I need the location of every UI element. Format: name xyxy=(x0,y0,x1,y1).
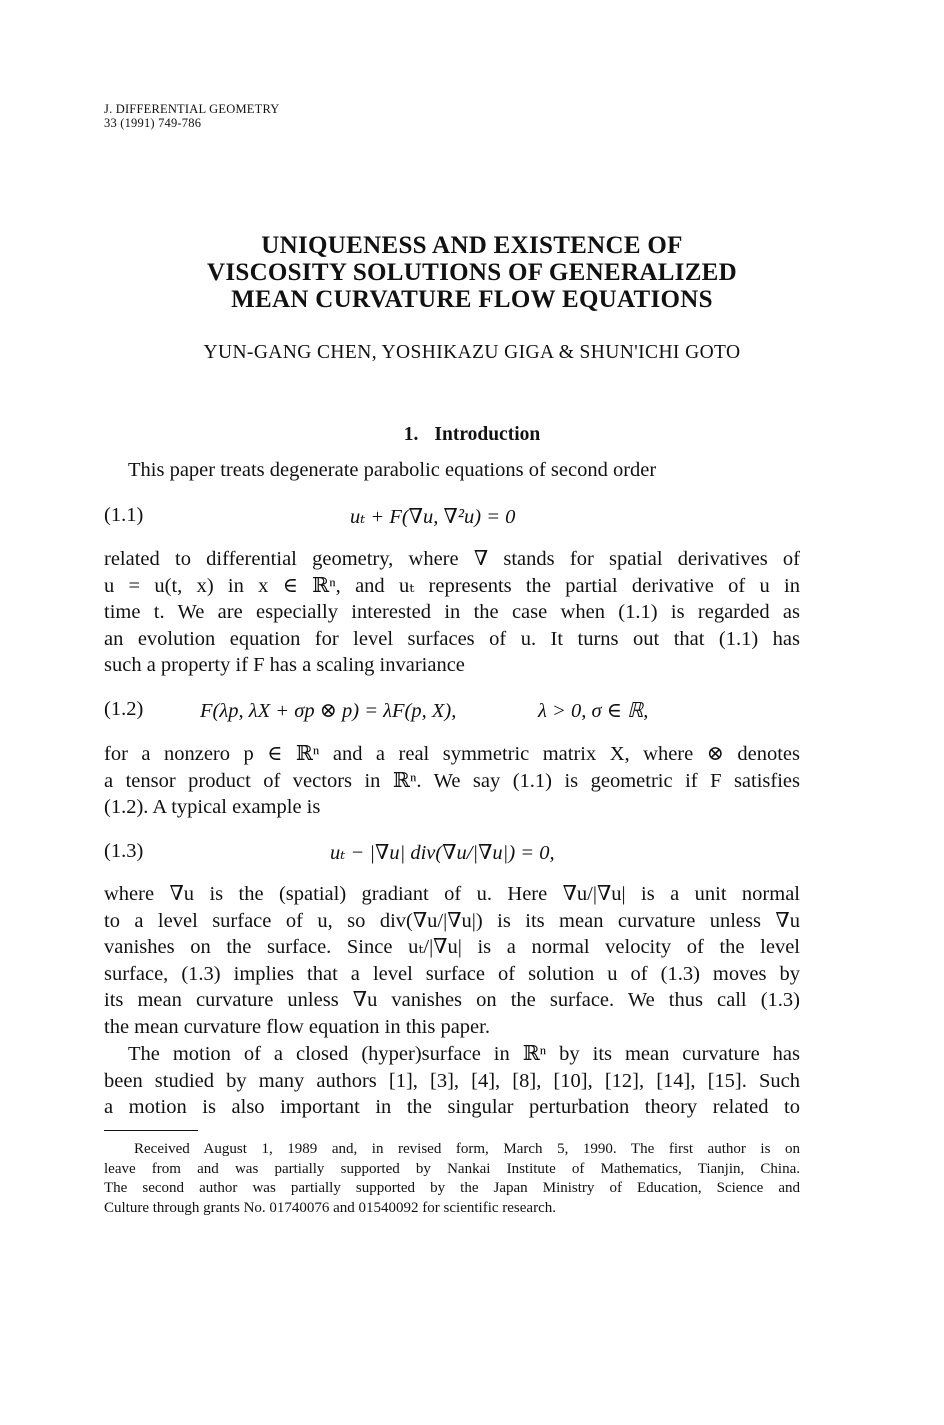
text-line: This paper treats degenerate parabolic equations of second order xyxy=(128,459,657,481)
text-line: for a nonzero p ∈ ℝⁿ and a real symmetric matrix X, where ⊗ denotes xyxy=(104,743,800,765)
text-line: an evolution equation for level surfaces of u. It turns out that (1.1) has xyxy=(104,627,800,650)
text-line: vanishes on the surface. Since uₜ/|∇u| is a normal velocity of the level xyxy=(104,936,800,958)
footnote-line: The second author was partially supported by the Japan Ministry of Education, Science and xyxy=(104,1180,800,1196)
footnote-line: Received August 1, 1989 and, in revised form, March 5, 1990. The first author is on xyxy=(134,1141,800,1157)
text-line: u = u(t, x) in x ∈ ℝⁿ, and uₜ represents the partial derivative of u in xyxy=(104,574,800,597)
text-line: a motion is also important in the singular perturbation theory related to xyxy=(104,1096,800,1118)
section-number: 1. xyxy=(403,424,419,445)
footnote xyxy=(104,1140,800,1218)
paragraph xyxy=(104,741,800,821)
paragraph xyxy=(104,881,800,1040)
title-line: UNIQUENESS AND EXISTENCE OF xyxy=(261,232,683,259)
text-line: time t. We are especially interested in the case when (1.1) is regarded as xyxy=(104,601,800,623)
text-line: to a level surface of u, so div(∇u/|∇u|) is its mean curvature unless ∇u xyxy=(104,909,800,932)
footnote-line: Culture through grants No. 01740076 and 01540092 for scientific research. xyxy=(104,1199,556,1216)
paper-title xyxy=(0,232,944,313)
text-line: the mean curvature flow equation in this paper. xyxy=(104,1015,490,1038)
equation-condition: λ > 0, σ ∈ ℝ, xyxy=(538,700,649,722)
paragraph xyxy=(104,1041,800,1121)
equation-body: uₜ + F(∇u, ∇²u) = 0 xyxy=(350,506,516,528)
text-line: been studied by many authors [1], [3], [4], [8], [10], [12], [14], [15]. Such xyxy=(104,1069,800,1092)
intro-paragraph xyxy=(104,457,800,484)
text-line: related to differential geometry, where ∇ stands for spatial derivatives of xyxy=(104,548,800,570)
equation-1-1 xyxy=(104,504,800,532)
journal-header xyxy=(104,102,280,130)
footnote-line: leave from and was partially supported by Nankai Institute of Mathematics, Tianjin, China. xyxy=(104,1160,800,1177)
text-line: its mean curvature unless ∇u vanishes on the surface. We thus call (1.3) xyxy=(104,989,800,1011)
text-line: where ∇u is the (spatial) gradiant of u. Here ∇u/|∇u| is a unit normal xyxy=(104,883,800,905)
section-title: Introduction xyxy=(434,424,541,445)
equation-1-2 xyxy=(104,698,800,726)
text-line: (1.2). A typical example is xyxy=(104,796,321,818)
journal-name: J. DIFFERENTIAL GEOMETRY xyxy=(104,102,280,116)
text-line: The motion of a closed (hyper)surface in ℝⁿ by its mean curvature has xyxy=(128,1043,800,1065)
footnote-rule xyxy=(104,1130,198,1131)
journal-volume: 33 (1991) 749-786 xyxy=(104,116,202,130)
equation-label: (1.2) xyxy=(104,698,144,720)
title-line: MEAN CURVATURE FLOW EQUATIONS xyxy=(231,286,713,313)
authors: YUN-GANG CHEN, YOSHIKAZU GIGA & SHUN'ICHI GOTO xyxy=(203,342,741,363)
equation-body: F(λp, λX + σp ⊗ p) = λF(p, X), xyxy=(200,700,457,722)
equation-label: (1.3) xyxy=(104,840,144,862)
text-line: such a property if F has a scaling invariance xyxy=(104,654,465,676)
paragraph xyxy=(104,546,800,679)
text-line: a tensor product of vectors in ℝⁿ. We say (1.1) is geometric if F satisfies xyxy=(104,769,800,792)
title-line: VISCOSITY SOLUTIONS OF GENERALIZED xyxy=(206,259,737,286)
text-line: surface, (1.3) implies that a level surface of solution u of (1.3) moves by xyxy=(104,962,800,985)
equation-body: uₜ − |∇u| div(∇u/|∇u|) = 0, xyxy=(330,842,555,864)
equation-label: (1.1) xyxy=(104,504,144,526)
section-heading xyxy=(0,424,944,446)
equation-1-3 xyxy=(104,840,800,868)
